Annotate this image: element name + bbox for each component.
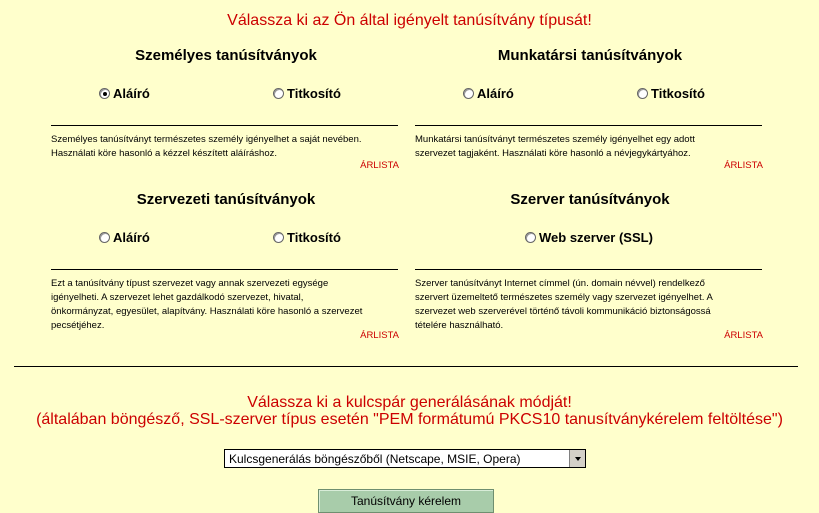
section-description xyxy=(415,133,762,161)
description-line: Ezt a tanúsítvány típust szervezet vagy annak szervezeti egysége xyxy=(51,278,329,289)
description-line: szervert üzemeltető természetes személy vagy szervezet igényelhet. A xyxy=(415,292,713,303)
description-line: Szerver tanúsítványt Internet címmel (ún. domain névvel) rendelkező xyxy=(415,278,705,289)
radio-label: Aláíró xyxy=(113,230,150,245)
description-line: szervezet tagjaként. Használati köre hasonló a névjegykártyához. xyxy=(415,148,691,159)
description-line: önkormányzat, egyesület, alapítvány. Használati köre hasonló a szervezet xyxy=(51,306,363,317)
radio-label: Web szerver (SSL) xyxy=(539,230,653,245)
keygen-subheading: (általában böngésző, SSL-szerver típus esetén "PEM formátumú PKCS10 tanusítványkérelem feltöltése") xyxy=(36,411,783,428)
section-divider xyxy=(415,269,762,270)
dropdown-arrow-icon[interactable] xyxy=(569,450,585,467)
description-line: pecsétjéhez. xyxy=(51,320,105,331)
radio-label: Aláíró xyxy=(113,86,150,101)
description-line: igényelheti. A szervezet lehet gazdálkodó szervezet, hivatal, xyxy=(51,292,304,303)
radio-button-icon[interactable] xyxy=(273,88,284,99)
radio-employee-encryption[interactable] xyxy=(637,86,705,101)
radio-button-icon[interactable] xyxy=(99,88,110,99)
page-title: Válassza ki az Ön által igényelt tanúsítvány típusát! xyxy=(227,12,592,29)
radio-personal-encryption[interactable] xyxy=(273,86,341,101)
section-title: Személyes tanúsítványok xyxy=(135,47,317,64)
section-title: Munkatársi tanúsítványok xyxy=(497,47,683,64)
keygen-method-select[interactable] xyxy=(224,449,586,468)
radio-web-server-ssl[interactable] xyxy=(525,230,653,245)
section-description xyxy=(415,277,762,333)
section-employee xyxy=(415,47,765,177)
section-divider xyxy=(51,269,398,270)
horizontal-divider xyxy=(14,366,798,367)
radio-button-icon[interactable] xyxy=(525,232,536,243)
description-line: szervezet web szerverével történő távoli kommunikáció biztonságossá xyxy=(415,306,711,317)
radio-organizational-signing[interactable] xyxy=(99,230,150,245)
price-list-link[interactable]: ÁRLISTA xyxy=(724,160,763,171)
section-divider xyxy=(415,125,762,126)
section-description xyxy=(51,133,398,161)
radio-personal-signing[interactable] xyxy=(99,86,150,101)
radio-button-icon[interactable] xyxy=(637,88,648,99)
select-value: Kulcsgenerálás böngészőből (Netscape, MSIE, Opera) xyxy=(229,451,521,466)
section-server xyxy=(415,191,765,346)
radio-employee-signing[interactable] xyxy=(463,86,514,101)
section-personal xyxy=(51,47,401,177)
section-organizational xyxy=(51,191,401,346)
description-line: Használati köre hasonló a kézzel készített aláíráshoz. xyxy=(51,148,278,159)
price-list-link[interactable]: ÁRLISTA xyxy=(360,330,399,341)
keygen-heading: Válassza ki a kulcspár generálásának módját! xyxy=(247,394,572,411)
radio-button-icon[interactable] xyxy=(273,232,284,243)
section-title: Szervezeti tanúsítványok xyxy=(136,191,316,208)
radio-label: Titkosító xyxy=(651,86,705,101)
description-line: tételére használható. xyxy=(415,320,504,331)
radio-label: Titkosító xyxy=(287,86,341,101)
section-title: Szerver tanúsítványok xyxy=(510,191,670,208)
radio-label: Titkosító xyxy=(287,230,341,245)
description-line: Személyes tanúsítványt természetes személy igényelhet a saját nevében. xyxy=(51,134,362,145)
price-list-link[interactable]: ÁRLISTA xyxy=(724,330,763,341)
section-divider xyxy=(51,125,398,126)
radio-button-icon[interactable] xyxy=(99,232,110,243)
radio-label: Aláíró xyxy=(477,86,514,101)
radio-button-icon[interactable] xyxy=(463,88,474,99)
description-line: Munkatársi tanúsítványt természetes személy igényelhet egy adott xyxy=(415,134,695,145)
section-description xyxy=(51,277,398,333)
price-list-link[interactable]: ÁRLISTA xyxy=(360,160,399,171)
certificate-request-button[interactable]: Tanúsítvány kérelem xyxy=(318,489,494,513)
radio-organizational-encryption[interactable] xyxy=(273,230,341,245)
